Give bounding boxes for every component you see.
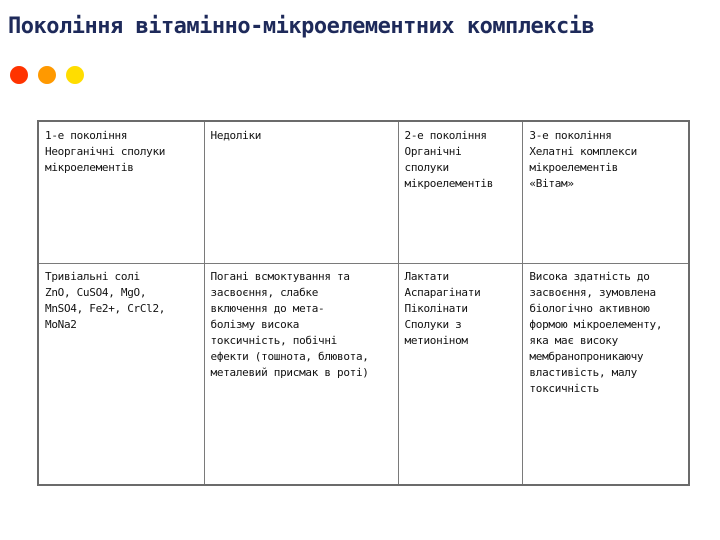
yellow-dot-icon: [66, 66, 84, 84]
cell-line: «Вітам»: [529, 177, 574, 190]
cell-organic-compounds: [398, 263, 523, 485]
cell-line: Піколінати: [404, 301, 468, 315]
cell-line: MnSO4, Fe2+, CrCl2,: [45, 301, 166, 315]
cell-drawbacks: [204, 263, 398, 485]
cell-line: мікроелементів: [404, 177, 494, 190]
cell-line: Тривіальні солі: [45, 269, 140, 283]
cell-generation-3: [523, 121, 689, 263]
cell-line: Аспарагінати: [404, 285, 481, 299]
cell-line: токсичність: [529, 381, 599, 395]
cell-line: Хелатні комплекси: [529, 145, 637, 158]
cell-line: ZnO, CuSO4, MgO,: [45, 285, 147, 299]
cell-line: мікроелементів: [529, 161, 618, 174]
cell-line: Сполуки з: [404, 317, 462, 331]
cell-line: засвоєння, слабке: [210, 285, 319, 299]
cell-chelates: [523, 263, 689, 485]
cell-line: сполуки: [404, 161, 449, 174]
cell-line: Недоліки: [210, 129, 262, 142]
cell-line: Висока здатність до: [529, 269, 650, 283]
cell-line: болізму висока: [210, 317, 300, 331]
cell-line: властивість, малу: [529, 365, 637, 379]
cell-line: біологічно активною: [529, 301, 650, 315]
table-header-row: [38, 121, 689, 263]
red-dot-icon: [10, 66, 28, 84]
table-row: [38, 263, 689, 485]
cell-line: Органічні: [404, 145, 462, 158]
orange-dot-icon: [38, 66, 56, 84]
cell-trivial-salts: [38, 263, 204, 485]
cell-line: MoNa2: [45, 317, 77, 331]
cell-line: яка має високу: [529, 333, 618, 347]
cell-line: формою мікроелементу,: [529, 317, 663, 331]
cell-drawbacks-header: [204, 121, 398, 263]
cell-line: ефекти (тошнота, блювота,: [210, 349, 369, 363]
cell-line: включення до мета-: [210, 301, 325, 315]
generations-table: [37, 120, 690, 486]
cell-generation-1: [38, 121, 204, 263]
cell-line: 3-е покоління: [529, 129, 612, 142]
cell-line: Погані всмоктування та: [210, 269, 350, 283]
cell-generation-2: [398, 121, 523, 263]
cell-line: мікроелементів: [45, 161, 134, 174]
cell-line: токсичність, побічні: [210, 333, 337, 347]
slide-title: Покоління вітамінно-мікроелементних комплексів: [8, 14, 595, 39]
cell-line: металевий присмак в роті): [210, 365, 369, 379]
cell-line: засвоєння, зумовлена: [529, 285, 656, 299]
decorative-dots: [10, 66, 84, 84]
cell-line: мембранопроникаючу: [529, 349, 644, 363]
cell-line: 1-е покоління: [45, 129, 128, 142]
cell-line: Неорганічні сполуки: [45, 145, 166, 158]
cell-line: метионіном: [404, 333, 468, 347]
cell-line: 2-е покоління: [404, 129, 487, 142]
cell-line: Лактати: [404, 269, 449, 283]
